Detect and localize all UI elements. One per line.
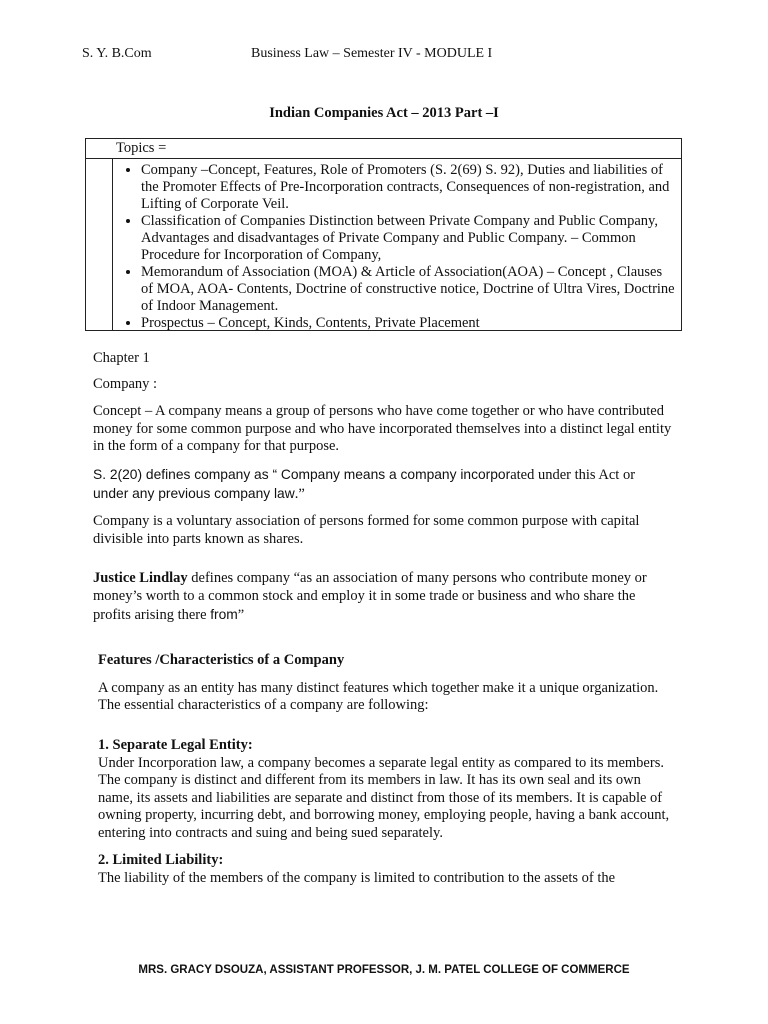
definition-rest: ated under this Act or [510, 466, 636, 483]
definition-paragraph [93, 466, 673, 503]
section-heading-2: 2. Limited Liability: [98, 852, 224, 869]
lindlay-name: Justice Lindlay [93, 570, 188, 587]
topic-item: • Prospectus – Concept, Kinds, Contents, Private Placement [141, 315, 675, 332]
lindlay-from: from [210, 606, 238, 622]
concept-paragraph: Concept – A company means a group of persons who have come together or who have contributed money for some common purpose and who have incorporated themselves into a distinct legal entity in the form of a company for that purpose. [93, 403, 672, 455]
section-paragraph-2: The liability of the members of the company is limited to contribution to the assets of the [98, 870, 616, 887]
section-heading-1: 1. Separate Legal Entity: [98, 736, 253, 753]
topics-label: Topics = [86, 139, 681, 159]
main-content [93, 350, 673, 888]
topic-item: • Memorandum of Association (MOA) & Article of Association(AOA) – Concept , Clauses of MOA, AOA- Contents, Doctrine of constructive notice, Doctrine of Ultra Vires, Doctrine of Indoor Management. [141, 264, 675, 315]
header-subject: Business Law – Semester IV - MODULE I [251, 46, 493, 61]
voluntary-paragraph: Company is a voluntary association of persons formed for some common purpose with capital divisible into parts known as shares. [93, 513, 640, 547]
lindlay-paragraph [93, 570, 673, 624]
topic-item: • Classification of Companies Distinction between Private Company and Public Company, Advantages and disadvantages of Private Company and Public Company. – Common Procedure for Incorporation of Company, [141, 213, 675, 264]
topics-list [113, 162, 681, 332]
section-paragraph-1: Under Incorporation law, a company becomes a separate legal entity as compared to its members. The company is distinct and different from its members in law. It has its own seal and its own name, its assets and liabilities are separate and distinct from those of its members. It is capable of owning property, incurring debt, and borrowing money, employing people, having a bank account, entering into contracts and suing and being sued separately. [98, 754, 670, 841]
page-title: Indian Companies Act – 2013 Part –I [269, 105, 499, 121]
definition-prefix: S. 2(20) defines company as “ Company means a company incorpor [93, 466, 511, 482]
definition-end: .” [294, 485, 305, 502]
features-heading: Features /Characteristics of a Company [98, 652, 345, 669]
company-label: Company : [93, 375, 158, 392]
lindlay-text: defines company “as an association of many persons who contribute money or money’s worth to a common stock and employ it in some trade or business and who share the profits arising there [93, 570, 647, 623]
chapter-label: Chapter 1 [93, 350, 150, 366]
topics-list-container [112, 158, 681, 330]
page-footer: MRS. GRACY DSOUZA, ASSISTANT PROFESSOR, J. M. PATEL COLLEGE OF COMMERCE [138, 964, 630, 976]
definition-line2: under any previous company law [93, 485, 295, 501]
topic-item: • Company –Concept, Features, Role of Promoters (S. 2(69) S. 92), Duties and liabilities of the Promoter Effects of Pre-Incorporation contracts, Consequences of non-registration, and Lifting of Corporate Veil. [141, 162, 675, 213]
header-course: S. Y. B.Com [82, 46, 152, 61]
lindlay-end: ” [237, 606, 245, 623]
topics-box [85, 138, 682, 331]
features-intro: A company as an entity has many distinct features which together make it a unique organization. The essential characteristics of a company are following: [98, 679, 659, 714]
